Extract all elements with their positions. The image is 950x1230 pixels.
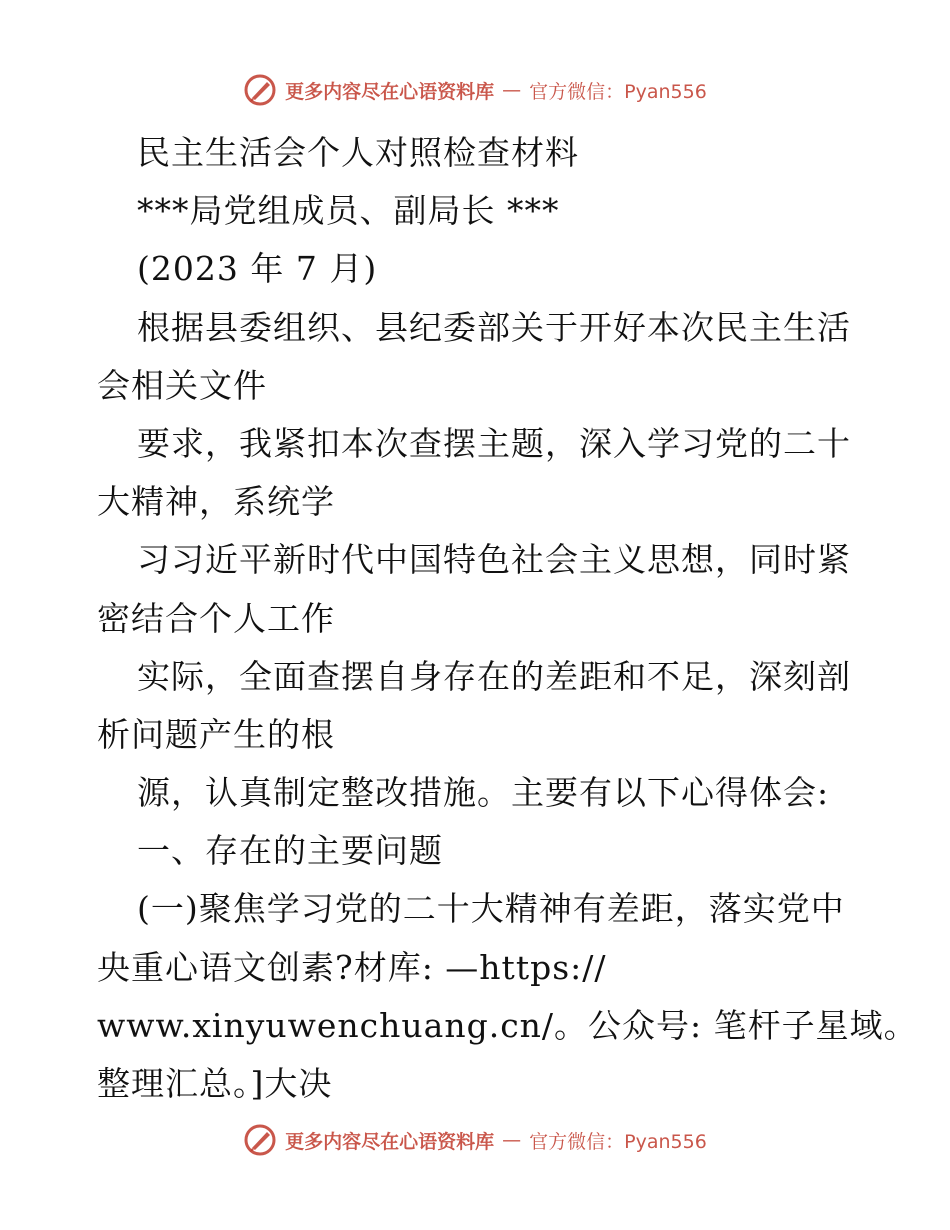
header-banner-text: 更多内容尽在心语资料库 [285, 80, 495, 103]
header-banner-dash: — [502, 79, 522, 101]
quill-pen-icon [243, 73, 277, 107]
subsection-1-line-3: www.xinyuwenchuang.cn/。公众号: 笔杆子星域。 [97, 1005, 918, 1045]
author-line: ***局党组成员、副局长 *** [137, 191, 560, 231]
footer-banner-text: 更多内容尽在心语资料库 [285, 1130, 495, 1153]
paragraph-3-line-2: 密结合个人工作 [97, 598, 335, 638]
document-body [97, 124, 918, 1113]
footer-banner-dash: — [502, 1129, 522, 1151]
paragraph-2-line-1: 要求，我紧扣本次查摆主题，深入学习党的二十 [137, 423, 851, 463]
paragraph-1-line-1: 根据县委组织、县纪委部关于开好本次民主生活 [137, 307, 851, 347]
document-title: 民主生活会个人对照检查材料 [137, 133, 579, 172]
paragraph-4-line-2: 析问题产生的根 [97, 714, 335, 754]
footer-watermark-banner [0, 1120, 950, 1160]
footer-banner-wechat: 官方微信：Pyan556 [529, 1130, 707, 1153]
paragraph-2-line-2: 大精神，系统学 [97, 482, 335, 522]
date-line: (2023 年 7 月) [137, 249, 378, 289]
subsection-1-line-4: 整理汇总。]大决 [97, 1064, 333, 1103]
header-watermark-banner [0, 70, 950, 110]
paragraph-3-line-1: 习习近平新时代中国特色社会主义思想，同时紧 [137, 540, 851, 580]
paragraph-1-line-2: 会相关文件 [97, 365, 267, 405]
subsection-1-line-1: (一)聚焦学习党的二十大精神有差距，落实党中 [137, 889, 845, 929]
section-1-heading: 一、存在的主要问题 [137, 831, 443, 871]
header-banner-wechat: 官方微信：Pyan556 [529, 80, 707, 103]
quill-pen-icon [243, 1123, 277, 1157]
paragraph-5-line-1: 源，认真制定整改措施。主要有以下心得体会: [137, 773, 830, 813]
subsection-1-line-2: 央重心语文创素?材库: —https:// [97, 947, 607, 987]
paragraph-4-line-1: 实际，全面查摆自身存在的差距和不足，深刻剖 [137, 656, 851, 696]
